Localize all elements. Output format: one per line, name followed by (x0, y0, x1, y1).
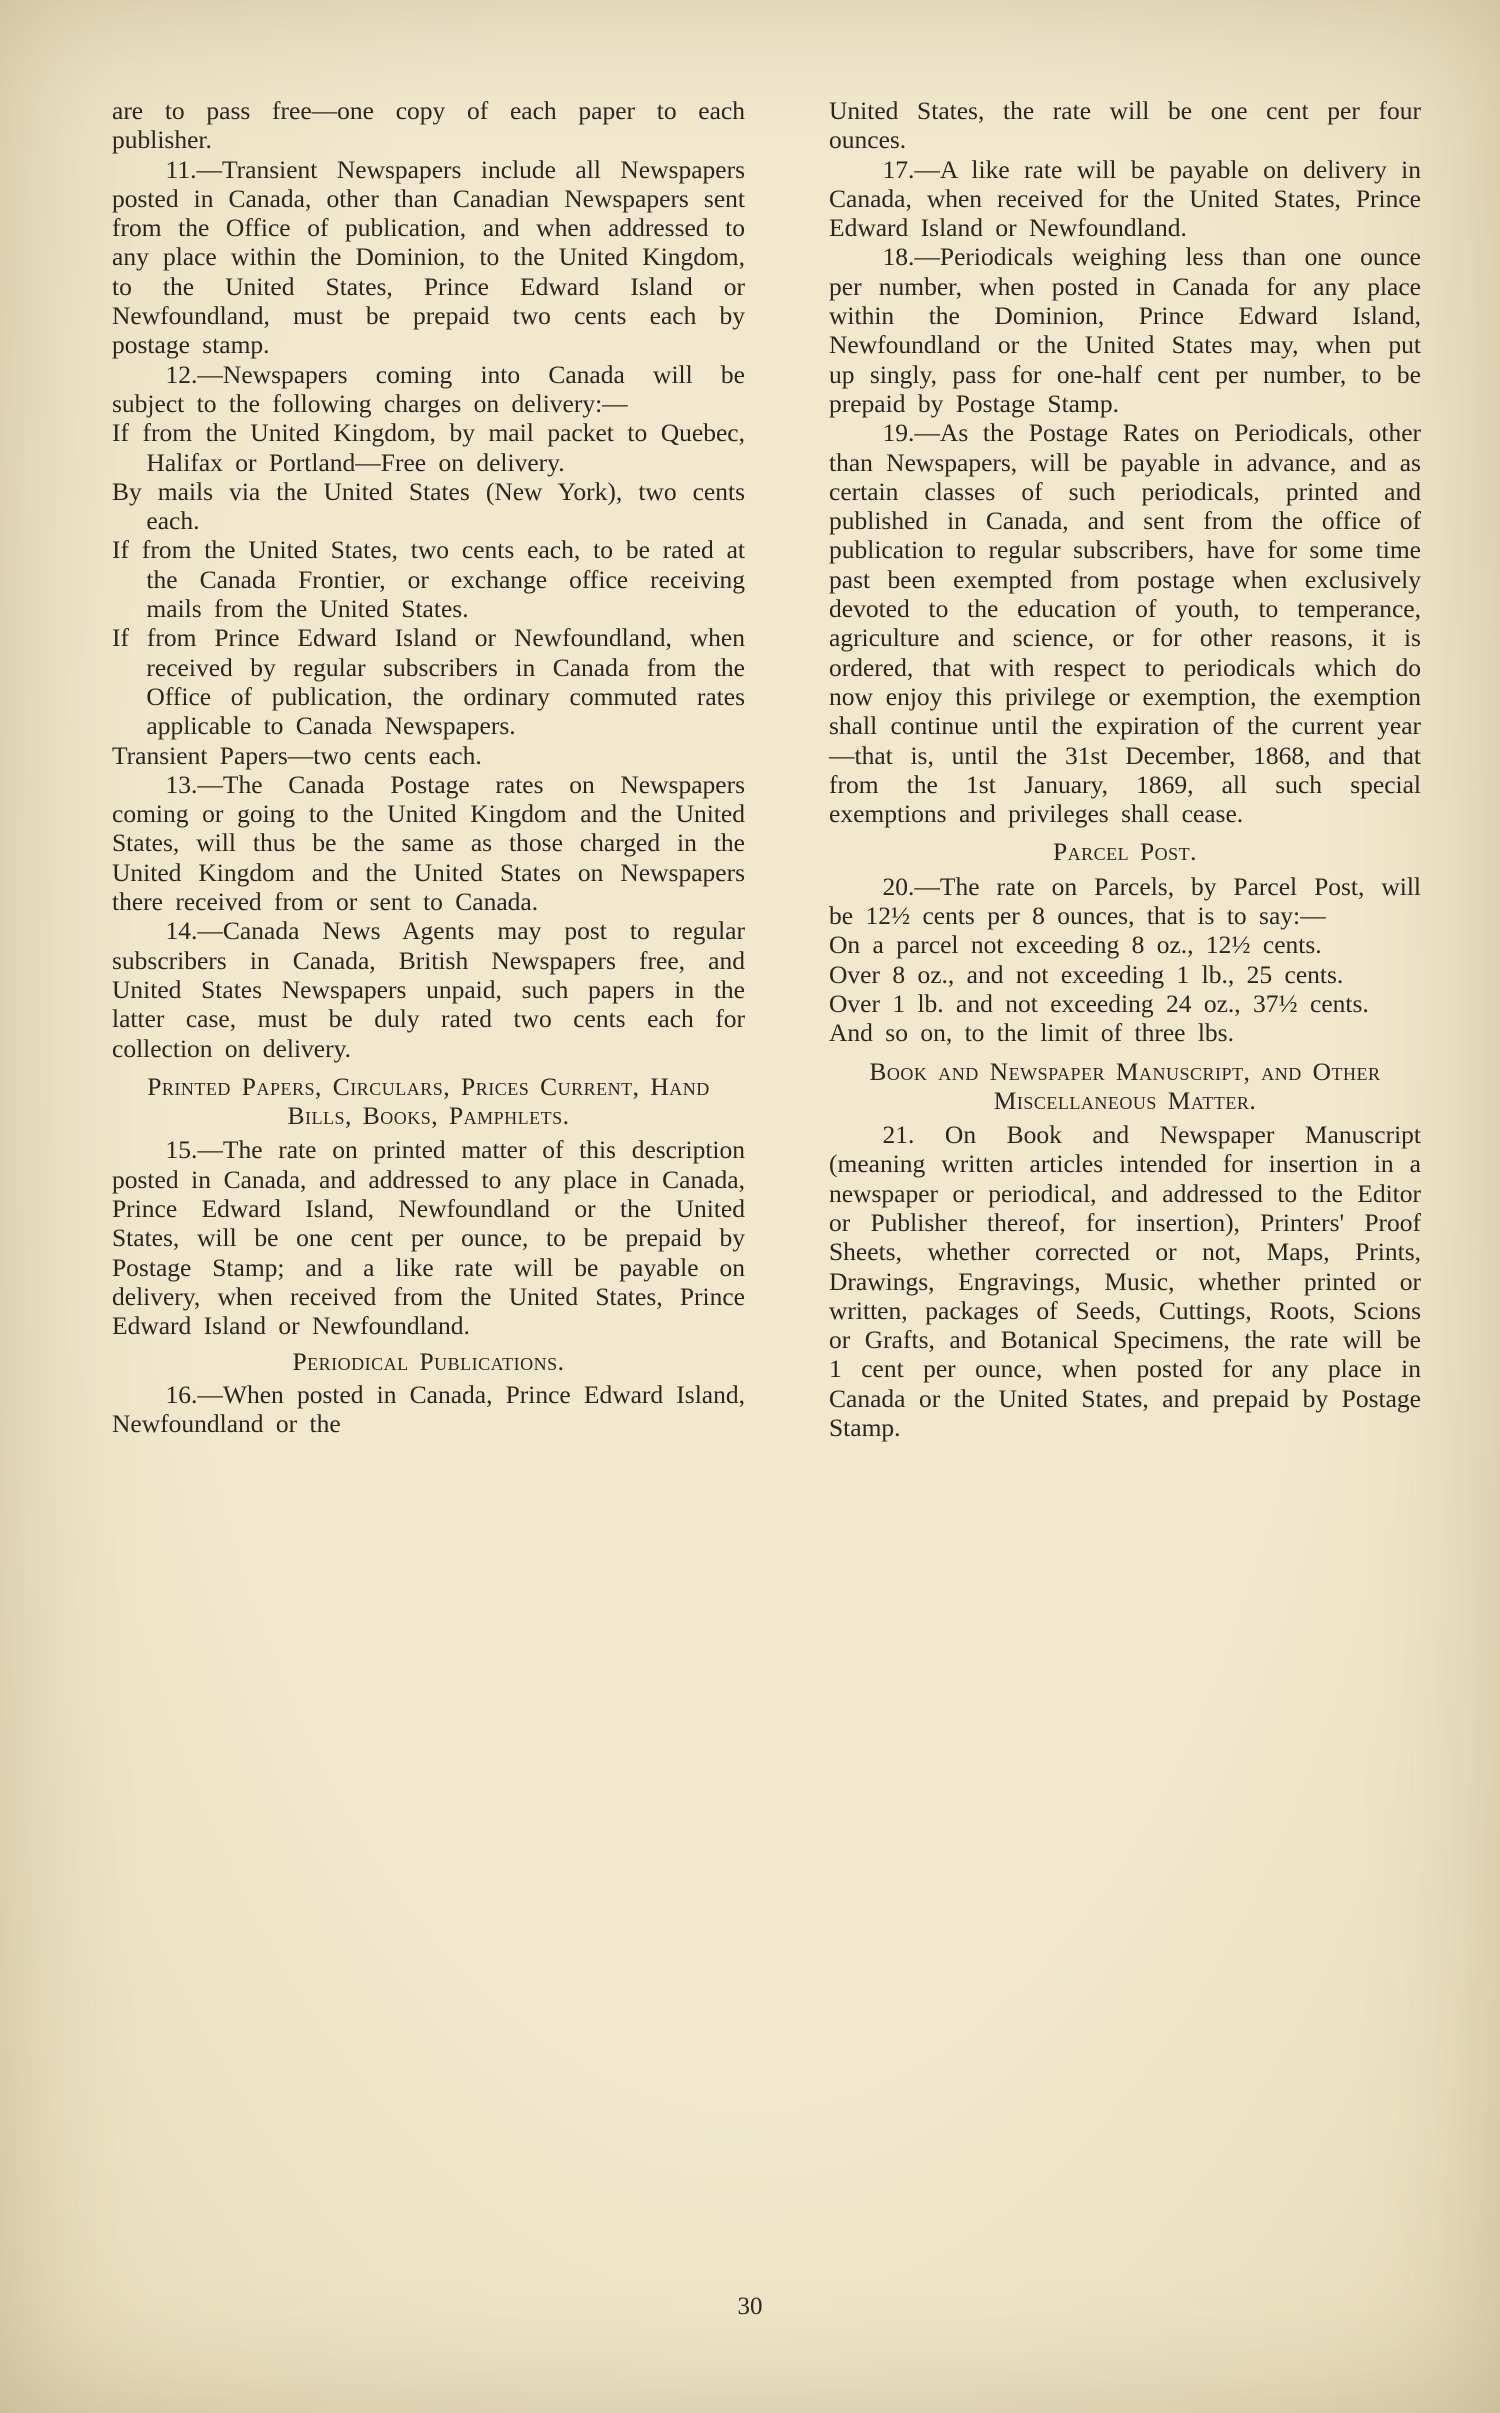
paragraph-17: 17.—A like rate will be payable on delivery in Canada, when received for the United States, Prince Edward Island or Newfoundland. (829, 154, 1421, 243)
list-item-prince-edward: If from Prince Edward Island or Newfoundland, when received by regular subscribers in Canada from the Office of publication, the ordinary commuted rates applicable to Canada Newspapers. (112, 623, 745, 741)
paragraph-13: 13.—The Canada Postage rates on Newspapers coming or going to the United Kingdom and the United States, will thus be the same as those charged in the United Kingdom and the United States on Newspapers there received from or sent to Canada. (112, 769, 745, 917)
heading-parcel-post: Parcel Post. (1052, 837, 1198, 867)
paragraph-transient-papers: Transient Papers—two cents each. (112, 740, 482, 770)
paragraph-20: 20.—The rate on Parcels, by Parcel Post, will be 12½ cents per 8 ounces, that is to say:— (829, 871, 1421, 931)
text-columns (112, 96, 1421, 1442)
paragraph-11: 11.—Transient Newspapers include all Newspapers posted in Canada, other than Canadian Newspapers sent from the Office of publication, and when addressed to any place within the Dominion, to the United Kingdom, to the United States, Prince Edward Island or Newfoundland, must be prepaid two cents each by postage stamp. (112, 154, 745, 360)
list-item-1lb: Over 8 oz., and not exceeding 1 lb., 25 cents. (829, 959, 1344, 989)
list-item-united-states: If from the United States, two cents each, to be rated at the Canada Frontier, or exchange office receiving mails from the United States. (112, 535, 745, 624)
heading-printed-papers: Printed Papers, Circulars, Prices Current, Hand Bills, Books, Pamphlets. (147, 1071, 710, 1131)
paragraph-15: 15.—The rate on printed matter of this description posted in Canada, and addressed to any place in Canada, Prince Edward Island, Newfoundland or the United States, will be one cent per ounce, to be prepaid by Postage Stamp; and a like rate will be payable on delivery, when received from the United States, Prince Edward Island or Newfoundland. (112, 1135, 745, 1341)
list-item-mails-via-us: By mails via the United States (New York), two cents each. (112, 476, 745, 536)
paragraph-three-lbs-limit: And so on, to the limit of three lbs. (829, 1018, 1234, 1048)
heading-periodical-publications: Periodical Publications. (292, 1347, 565, 1377)
left-column (112, 96, 745, 1442)
list-item-24oz: Over 1 lb. and not exceeding 24 oz., 37½ cents. (829, 988, 1369, 1018)
list-item-8oz: On a parcel not exceeding 8 oz., 12½ cents. (829, 930, 1322, 960)
heading-book-newspaper-manuscript: Book and Newspaper Manuscript, and Other Miscellaneous Matter. (869, 1056, 1381, 1115)
paragraph-19: 19.—As the Postage Rates on Periodicals, other than Newspapers, will be payable in advance, and as certain classes of such periodicals, printed and published in Canada, and sent from the office of publication to regular subscribers, have for some time past been exempted from postage when exclusively devoted to the education of youth, to temperance, agriculture and science, or for other reasons, it is ordered, that with respect to periodicals which do now enjoy this privilege or exemption, the exemption shall continue until the expiration of the current year—that is, until the 31st December, 1868, and that from the 1st January, 1869, all such special exemptions and privileges shall cease. (829, 418, 1421, 829)
paragraph-16-continuation: United States, the rate will be one cent per four ounces. (829, 96, 1421, 155)
paragraph-12: 12.—Newspapers coming into Canada will be subject to the following charges on delivery:— (112, 359, 745, 418)
right-column (829, 96, 1421, 1442)
paragraph-16: 16.—When posted in Canada, Prince Edward Island, Newfoundland or the (112, 1379, 745, 1439)
list-item-united-kingdom: If from the United Kingdom, by mail packet to Quebec, Halifax or Portland—Free on delivery. (112, 418, 745, 477)
paragraph-continuation: are to pass free—one copy of each paper to each publisher. (112, 96, 745, 155)
paragraph-14: 14.—Canada News Agents may post to regular subscribers in Canada, British Newspapers free, and United States Newspapers unpaid, such papers in the latter case, must be duly rated two cents each for collection on delivery. (112, 916, 745, 1063)
page-number: 30 (737, 2292, 763, 2320)
paragraph-18: 18.—Periodicals weighing less than one ounce per number, when posted in Canada for any place within the Dominion, Prince Edward Island, Newfoundland or the United States may, when put up singly, pass for one-half cent per number, to be prepaid by Postage Stamp. (829, 242, 1421, 418)
paragraph-21: 21. On Book and Newspaper Manuscript (meaning written articles intended for insertion in a newspaper or periodical, and addressed to the Editor or Publisher thereof, for insertion), Printers' Proof Sheets, whether corrected or not, Maps, Prints, Drawings, Engravings, Music, whether printed or written, packages of Seeds, Cuttings, Roots, Scions or Grafts, and Botanical Specimens, the rate will be 1 cent per ounce, when posted for any place in Canada or the United States, and prepaid by Postage Stamp. (829, 1120, 1421, 1443)
